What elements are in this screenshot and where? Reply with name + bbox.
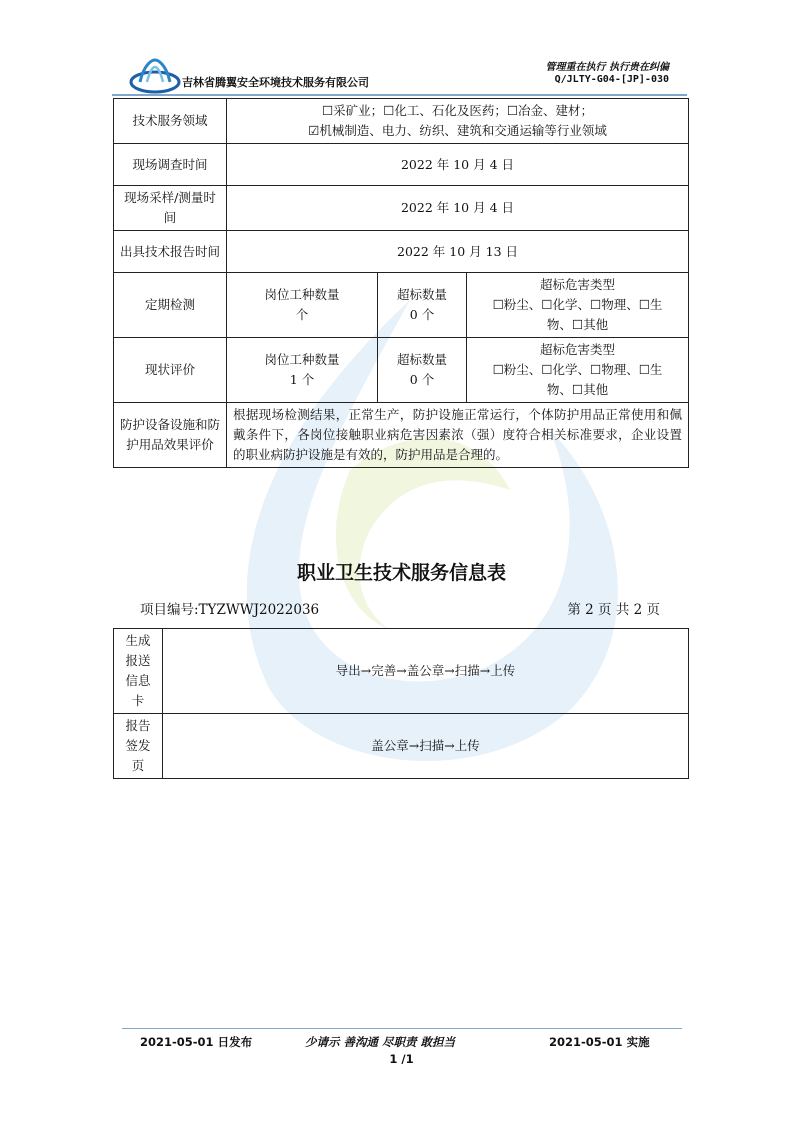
table-row (114, 338, 689, 403)
survey-time-value: 2022 年 10 月 4 日 (227, 144, 689, 186)
positions-cell (227, 273, 378, 338)
exceed-label: 超标数量 (396, 287, 447, 302)
sampling-time-value: 2022 年 10 月 4 日 (227, 186, 689, 231)
hazard-label: 超标危害类型 (539, 342, 615, 357)
row-label: 防护设备设施和防护用品效果评价 (114, 403, 227, 468)
label-line: 页 (131, 758, 145, 773)
exceed-value: 0 个 (409, 307, 435, 322)
company-name: 吉林省腾翼安全环境技术服务有限公司 (182, 76, 369, 89)
effective-date: 2021-05-01 实施 (549, 1035, 650, 1049)
table-row (114, 714, 689, 779)
header-slogan: 管理重在执行 执行贵在纠偏 (545, 62, 669, 73)
hazard-cell (467, 338, 689, 403)
project-number: 项目编号:TYZWWJ2022036 (140, 602, 320, 618)
hazard-options-line2: 物、☐其他 (546, 317, 609, 332)
positions-cell (227, 338, 378, 403)
hazard-cell (467, 273, 689, 338)
label-line: 报送 (125, 653, 151, 668)
workflow-value: 导出→完善→盖公章→扫描→上传 (163, 629, 689, 714)
report-time-value: 2022 年 10 月 13 日 (227, 231, 689, 273)
footer-divider (122, 1028, 682, 1029)
exceed-cell (378, 273, 467, 338)
workflow-value: 盖公章→扫描→上传 (163, 714, 689, 779)
label-line: 生成 (125, 633, 151, 648)
hazard-options-line1: ☐粉尘、☐化学、☐物理、☐生 (492, 297, 663, 312)
company-logo-icon (128, 56, 182, 94)
row-label: 现场调查时间 (114, 144, 227, 186)
page-title: 职业卫生技术服务信息表 (296, 562, 506, 584)
workflow-table (113, 628, 689, 779)
table-row (114, 403, 689, 468)
service-info-table (113, 98, 689, 468)
header-divider (112, 94, 687, 96)
row-label (114, 714, 163, 779)
service-field-value (227, 99, 689, 144)
table-row (114, 186, 689, 231)
positions-value: 个 (295, 307, 309, 322)
page-number: 1 /1 (389, 1052, 414, 1066)
table-row (114, 99, 689, 144)
table-row (114, 231, 689, 273)
exceed-label: 超标数量 (396, 352, 447, 367)
label-line: 信息 (125, 673, 151, 688)
label-line: 报告 (125, 718, 151, 733)
footer-motto: 少请示 善沟通 尽职责 敢担当 (305, 1035, 456, 1049)
service-field-line2: ☑机械制造、电力、纺织、建筑和交通运输等行业领域 (308, 123, 607, 138)
row-label: 出具技术报告时间 (114, 231, 227, 273)
protection-evaluation-value: 根据现场检测结果，正常生产，防护设施正常运行，个体防护用品正常使用和佩戴条件下，各岗位接触职业病危害因素浓（强）度符合相关标准要求，企业设置的职业病防护设施是有效的，防护用品是合理的。 (227, 403, 689, 468)
row-label: 定期检测 (114, 273, 227, 338)
hazard-options-line2: 物、☐其他 (546, 382, 609, 397)
row-label: 技术服务领域 (114, 99, 227, 144)
table-row (114, 629, 689, 714)
label-line: 卡 (131, 693, 145, 708)
positions-value: 1 个 (289, 372, 315, 387)
page-header (112, 50, 687, 96)
hazard-label: 超标危害类型 (539, 277, 615, 292)
page-info: 第 2 页 共 2 页 (567, 602, 660, 618)
row-label (114, 629, 163, 714)
row-label: 现状评价 (114, 338, 227, 403)
service-field-line1: ☐采矿业；☐化工、石化及医药；☐冶金、建材； (321, 103, 594, 118)
table-row (114, 273, 689, 338)
row-label: 现场采样/测量时间 (114, 186, 227, 231)
table-row (114, 144, 689, 186)
exceed-value: 0 个 (409, 372, 435, 387)
positions-label: 岗位工种数量 (264, 287, 340, 302)
positions-label: 岗位工种数量 (264, 352, 340, 367)
label-line: 签发 (125, 738, 151, 753)
publish-date: 2021-05-01 日发布 (140, 1035, 253, 1049)
hazard-options-line1: ☐粉尘、☐化学、☐物理、☐生 (492, 362, 663, 377)
exceed-cell (378, 338, 467, 403)
document-code: Q/JLTY-G04-[JP]-030 (554, 74, 669, 85)
